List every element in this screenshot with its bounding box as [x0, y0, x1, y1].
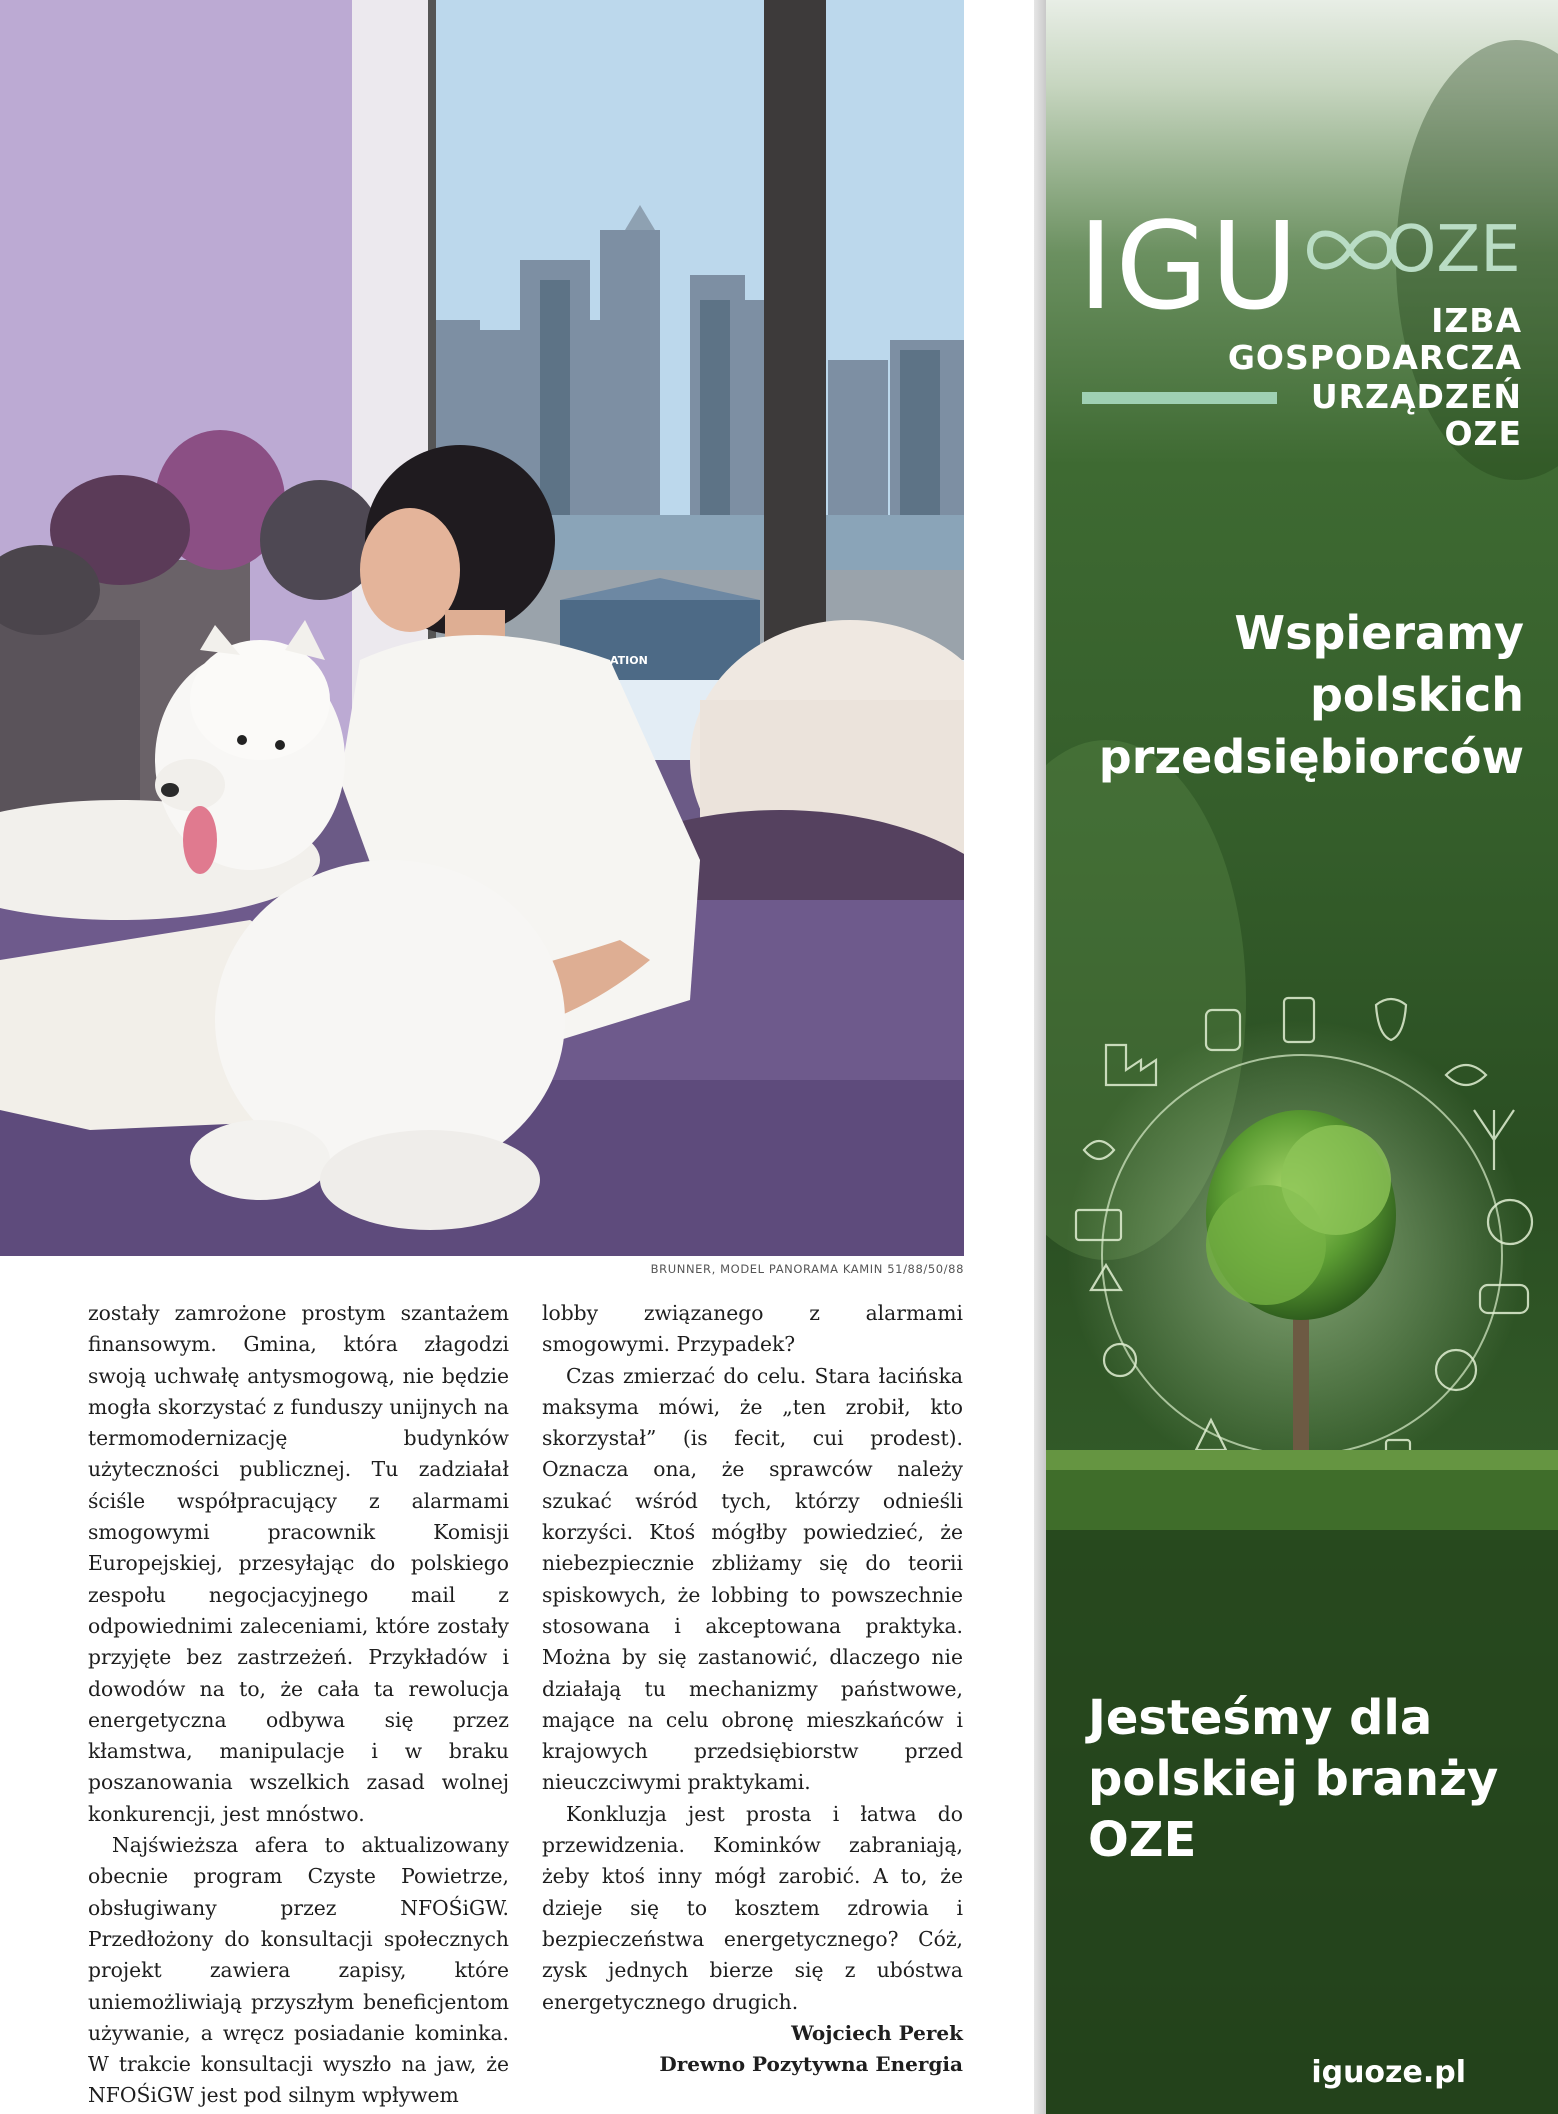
ad-headline-industry: Jesteśmy dla polskiej branży OZE — [1088, 1690, 1499, 1868]
infinity-icon — [1300, 218, 1400, 282]
logo-line-izba: IZBA — [1431, 301, 1522, 340]
article-column-1 — [88, 1298, 509, 2112]
interior-photo — [0, 0, 964, 1256]
logo-oze-text: OZE — [1386, 213, 1521, 287]
ad-website-link[interactable]: iguoze.pl — [1311, 2055, 1466, 2090]
ad-headline-support: Wspieramy polskich przedsiębiorców — [1098, 606, 1524, 784]
page-divider — [1034, 0, 1046, 2114]
article-paragraph: lobby związanego z alarmami smogowymi. Przypadek? — [542, 1301, 963, 1357]
article-column-2 — [542, 1298, 963, 2080]
logo-accent-bar — [1082, 392, 1277, 404]
logo-igu-text: IGU — [1078, 198, 1301, 337]
article-paragraph: Czas zmierzać do celu. Stara łacińska maksyma mówi, że „ten zrobił, kto skorzystał” (is fecit, cui prodest). Oznacza ona, że sprawców należy szukać wśród tych, którzy odnieśli korzyści. Ktoś mógłby powiedzieć, że niebezpiecznie zbliżamy się do teorii spiskowych, że lobbing to powszechnie stosowana i akceptowana praktyka. Można by się zastanowić, dlaczego nie działają tu mechanizmy państwowe, mające na celu obronę mieszkańców i krajowych przedsiębiorstw przed nieuczciwymi praktykami. — [542, 1363, 963, 1795]
author-organization: Drewno Pozytywna Energia — [659, 2052, 963, 2077]
advertisement-panel — [1046, 0, 1558, 2114]
article-paragraph: zostały zamrożone prostym szantażem finansowym. Gmina, która złagodzi swoją uchwałę antysmogową, nie będzie mogła skorzystać z funduszy unijnych na termomodernizację budynków użyteczności publicznej. Tu zadziałał ściśle współpracujący z alarmami smogowymi pracownik Komisji Europejskiej, przesyłając do polskiego zespołu negocjacyjnego mail z odpowiednimi zaleceniami, które zostały przyjęte bez zastrzeżeń. Przykładów i dowodów na to, że cała ta rewolucja energetyczna odbywa się przez kłamstwa, manipulacje i w braku poszanowania wszelkich zasad wolnej konkurencji, jest mnóstwo. — [88, 1301, 509, 1826]
article-paragraph: Najświeższa afera to aktualizowany obecnie program Czyste Powietrze, obsługiwany przez NFOŚiGW. Przedłożony do konsultacji społecznych projekt zawiera zapisy, które uniemożliwiają przyszłym beneficjentom używanie, a wręcz posiadanie kominka. W trakcie konsultacji wyszło na jaw, że NFOŚiGW jest pod silnym wpływem — [88, 1833, 509, 2108]
window-sign-text: ATION — [610, 654, 648, 667]
article-signature — [542, 2018, 963, 2081]
logo-line-oze: OZE — [1444, 414, 1522, 453]
photo-illustration — [0, 0, 964, 1256]
logo-line-urzadzen: URZĄDZEŃ — [1310, 377, 1522, 416]
logo-line-gospodarcza: GOSPODARCZA — [1227, 338, 1522, 377]
author-name: Wojciech Perek — [791, 2020, 963, 2045]
photo-caption: BRUNNER, MODEL PANORAMA KAMIN 51/88/50/88 — [650, 1262, 964, 1276]
article-paragraph: Konkluzja jest prosta i łatwa do przewidzenia. Kominków zabraniają, żeby ktoś inny mógł zarobić. A to, że dzieje się to kosztem zdrowia i bezpieczeństwa energetycznego? Cóż, zysk jednych bierze się z ubóstwa energetycznego drugich. — [542, 1801, 963, 2014]
